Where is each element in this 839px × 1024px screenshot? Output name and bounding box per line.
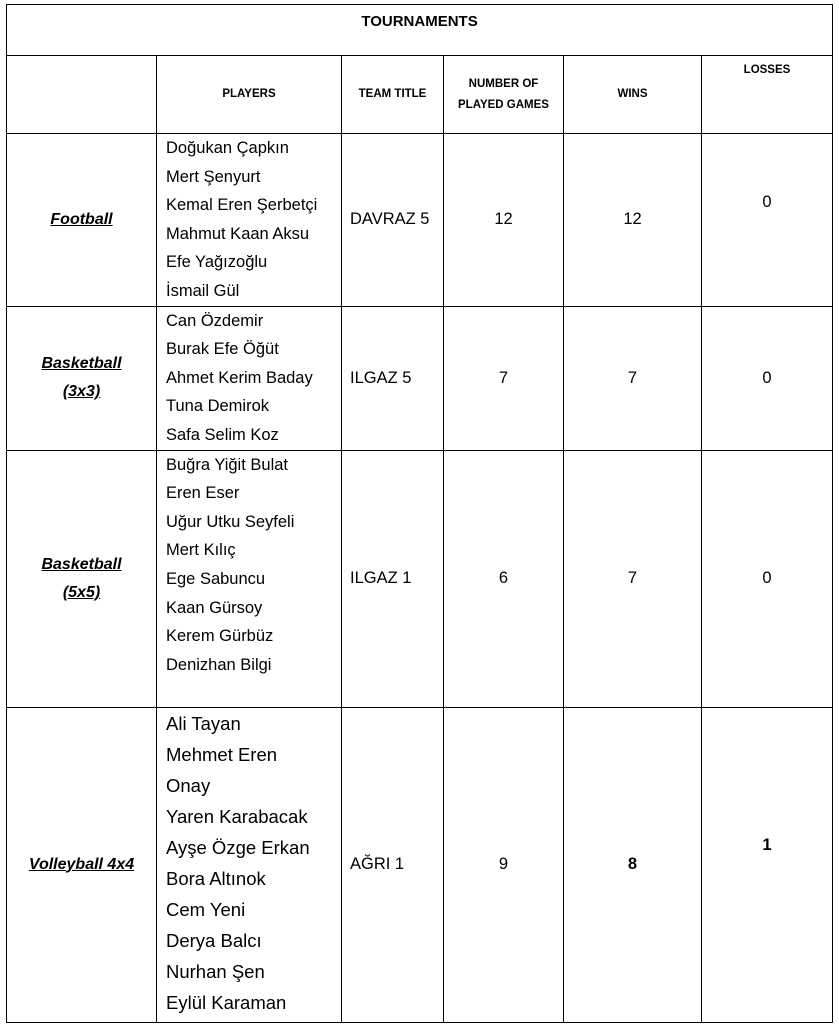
sport-name: Basketball (41, 355, 122, 373)
player-name: Ali Tayan (166, 712, 241, 734)
wins-cell: 12 (564, 134, 702, 307)
sport-cell (7, 306, 157, 450)
sport-format: (3x3) (62, 383, 101, 401)
table-row (7, 707, 833, 1022)
players-cell (157, 134, 342, 307)
player-name: Bora Altınok (166, 868, 266, 889)
losses-cell (702, 134, 833, 307)
sport-name: Basketball (41, 555, 122, 573)
player-name: Tuna Demirok (166, 397, 270, 416)
player-name: Kerem Gürbüz (166, 627, 274, 646)
sport-name: Volleyball 4x4 (28, 855, 135, 873)
losses-cell (702, 707, 833, 1022)
sport-name: Football (50, 210, 113, 228)
team-title-cell: ILGAZ 5 (342, 306, 444, 450)
team-title-cell: ILGAZ 1 (342, 450, 444, 707)
title-cell (7, 5, 833, 56)
losses-cell: 0 (702, 450, 833, 707)
player-name: Doğukan Çapkın (166, 139, 289, 157)
player-name: Nurhan Şen (166, 961, 265, 983)
wins-cell: 7 (564, 450, 702, 707)
losses-value: 0 (762, 193, 772, 211)
sport-cell (7, 707, 157, 1022)
player-name: Kaan Gürsoy (166, 598, 263, 617)
header-losses-label: LOSSES (743, 64, 791, 76)
table-row (7, 134, 833, 307)
player-name: Kemal Eren Şerbetçi (166, 196, 318, 215)
player-name: Uğur Utku Seyfeli (166, 512, 295, 531)
losses-cell: 0 (702, 306, 833, 450)
players-cell (157, 707, 342, 1022)
header-row (7, 56, 833, 134)
played-games-cell: 6 (444, 450, 564, 707)
wins-cell: 7 (564, 306, 702, 450)
played-games-cell: 7 (444, 306, 564, 450)
team-title-cell: AĞRI 1 (342, 707, 444, 1022)
player-name: Yaren Karabacak (166, 805, 308, 827)
wins-cell: 8 (564, 707, 702, 1022)
table-title: TOURNAMENTS (361, 13, 478, 30)
player-name: Eren Eser (166, 484, 240, 503)
sport-cell (7, 450, 157, 707)
player-name: Ahmet Kerim Baday (166, 368, 313, 387)
player-name: Buğra Yiğit Bulat (166, 455, 288, 474)
title-row (7, 5, 833, 56)
player-name: Derya Balcı (166, 930, 262, 952)
table-row (7, 306, 833, 450)
player-name: Mert Kılıç (166, 541, 236, 560)
tournaments-table (6, 4, 833, 1023)
header-team-title: TEAM TITLE (342, 56, 444, 134)
sport-cell (7, 134, 157, 307)
player-name: Mert Şenyurt (166, 167, 261, 186)
sport-format: (5x5) (62, 583, 101, 601)
player-name: Can Özdemir (166, 311, 264, 330)
losses-value: 1 (762, 835, 772, 854)
players-cell (157, 450, 342, 707)
header-sport (7, 56, 157, 134)
header-played-games (444, 56, 564, 134)
player-name: Denizhan Bilgi (166, 655, 272, 674)
table-row (7, 450, 833, 707)
player-name: Burak Efe Öğüt (166, 340, 279, 359)
played-games-cell: 12 (444, 134, 564, 307)
player-name: İsmail Gül (166, 281, 240, 300)
player-name: Safa Selim Koz (166, 425, 279, 444)
header-losses (702, 56, 833, 134)
player-name: Eylül Karaman (166, 992, 287, 1014)
header-players: PLAYERS (157, 56, 342, 134)
player-name: Ayşe Özge Erkan (166, 836, 310, 858)
players-cell (157, 306, 342, 450)
player-name: Cem Yeni (166, 899, 246, 921)
player-name: Efe Yağızoğlu (166, 253, 268, 272)
player-name: Mahmut Kaan Aksu (166, 224, 310, 243)
team-title-cell: DAVRAZ 5 (342, 134, 444, 307)
player-name: Mehmet Eren (166, 743, 278, 765)
player-name: Onay (166, 774, 211, 796)
header-played-line1: NUMBER OF (468, 77, 539, 90)
header-wins: WINS (564, 56, 702, 134)
played-games-cell: 9 (444, 707, 564, 1022)
player-name: Ege Sabuncu (166, 569, 266, 588)
header-played-line2: PLAYED GAMES (458, 98, 549, 111)
